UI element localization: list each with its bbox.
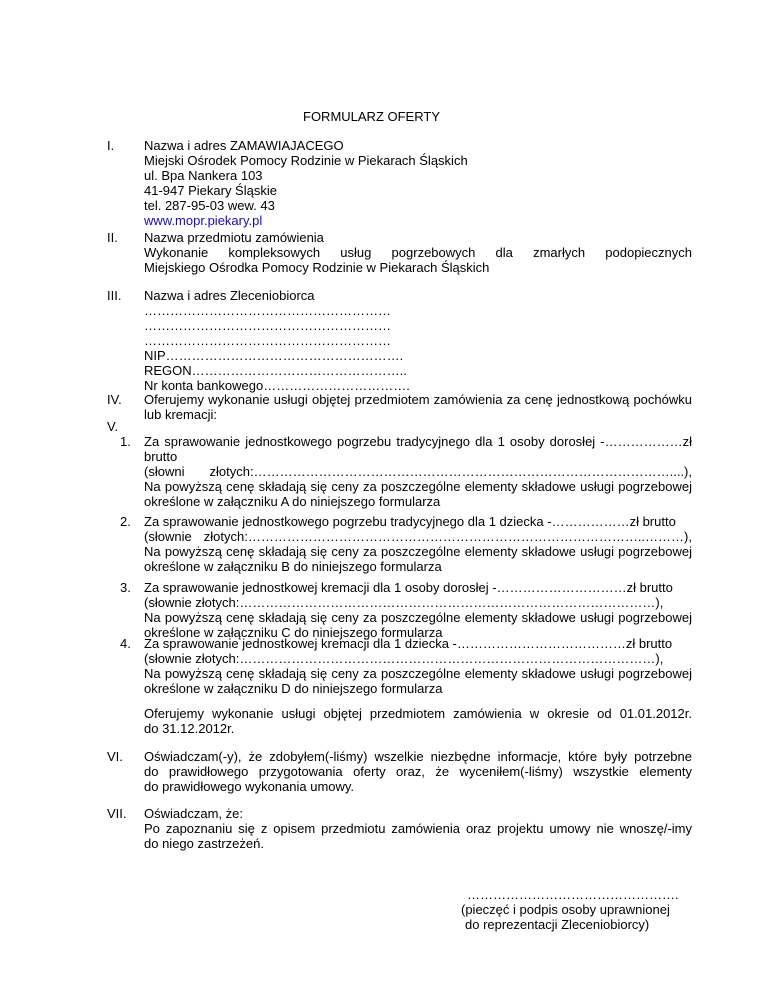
item-1-block [144, 434, 692, 509]
item-1-line: Na powyższą cenę składają się ceny za poszczególne elementy składowe usługi pogrzebowej [144, 479, 692, 494]
item-3-line: Na powyższą cenę składają się ceny za poszczególne elementy składowe usługi pogrzebowej [144, 610, 692, 625]
item-4-line: (słownie złotych:……………………………………………………………………………………), [144, 651, 664, 666]
section-7-line: do niego zastrzeżeń. [144, 836, 264, 851]
section-6-block [144, 749, 692, 794]
item-3-line: określone w załączniku C do niniejszego formularza [144, 625, 443, 640]
section-1-line: tel. 287-95-03 wew. 43 [144, 198, 275, 213]
section-3-block [144, 288, 410, 393]
section-2-line: Miejskiego Ośrodka Pomocy Rodzinie w Piekarach Śląskich [144, 260, 490, 275]
item-2-line: Na powyższą cenę składają się ceny za poszczególne elementy składowe usługi pogrzebowej [144, 544, 692, 559]
item-3-line: Za sprawowanie jednostkowej kremacji dla 1 osoby dorosłej -…………………………zł brutto [144, 580, 673, 595]
item-2-block [144, 514, 692, 574]
blank-line: ………………………………………………… [144, 303, 391, 318]
signature-caption-line: (pieczęć i podpis osoby uprawnionej [461, 902, 670, 917]
period-line: Oferujemy wykonanie usługi objętej przedmiotem zamówienia w okresie od 01.01.2012r. [144, 706, 692, 721]
section-7-block [144, 806, 692, 851]
section-1-number: I. [107, 138, 115, 153]
item-4-number: 4. [120, 636, 131, 651]
section-5-number: V. [107, 419, 119, 434]
section-2-block [144, 230, 692, 275]
period-block [144, 706, 692, 736]
section-2-line: Wykonanie kompleksowych usług pogrzebowych dla zmarłych podopiecznych [144, 245, 692, 260]
signature-caption-line: do reprezentacji Zleceniobiorcy) [465, 917, 650, 932]
section-6-line: do prawidłowego wykonania umowy. [144, 779, 355, 794]
section-1-block [144, 138, 468, 228]
item-3-block [144, 580, 692, 640]
item-1-line: brutto [144, 449, 178, 464]
website-link[interactable]: www.mopr.piekary.pl [144, 213, 263, 228]
period-line: do 31.12.2012r. [144, 721, 235, 736]
item-1-line: (słowni złotych:……………………………………………………………………………………....), [144, 464, 692, 479]
section-7-line: Po zapoznaniu się z opisem przedmiotu zamówienia oraz projektu umowy nie wnoszę/-imy [144, 821, 692, 836]
section-2-heading: Nazwa przedmiotu zamówienia [144, 230, 324, 245]
section-6-line: do prawidłowego przygotowania oferty oraz, że wyceniłem(-liśmy) wszystkie elementy [144, 764, 692, 779]
item-1-line: Za sprawowanie jednostkowego pogrzebu tradycyjnego dla 1 osoby dorosłej -………………zł [144, 434, 692, 449]
section-6-number: VI. [107, 749, 123, 764]
section-1-line: Miejski Ośrodek Pomocy Rodzinie w Piekarach Śląskich [144, 153, 468, 168]
item-4-line: Na powyższą cenę składają się ceny za poszczególne elementy składowe usługi pogrzebowej [144, 666, 692, 681]
signature-block [461, 887, 679, 932]
section-4-line: lub kremacji: [144, 407, 217, 422]
section-1-line: ul. Bpa Nankera 103 [144, 168, 263, 183]
signature-dots: …………………………………………. [467, 887, 679, 902]
regon-line: REGON………………………………………….. [144, 363, 407, 378]
section-2-number: II. [107, 230, 118, 245]
item-2-line: (słownie złotych:………………………………………………………………………………..………), [144, 529, 692, 544]
section-4-line: Oferujemy wykonanie usługi objętej przedmiotem zamówienia za cenę jednostkową pochówku [144, 392, 692, 407]
form-title: FORMULARZ OFERTY [303, 109, 440, 124]
item-4-block [144, 636, 692, 696]
item-1-number: 1. [120, 434, 131, 449]
section-6-line: Oświadczam(-y), że zdobyłem(-liśmy) wszelkie niezbędne informacje, które były potrzebne [144, 749, 692, 764]
section-1-line: 41-947 Piekary Śląskie [144, 183, 277, 198]
section-4-number: IV. [107, 392, 122, 407]
bank-account-line: Nr konta bankowego……………………………. [144, 378, 410, 393]
item-2-line: określone w załączniku B do niniejszego formularza [144, 559, 442, 574]
item-1-line: określone w załączniku A do niniejszego formularza [144, 494, 441, 509]
item-4-line: Za sprawowanie jednostkowej kremacji dla 1 dziecka -…………………………………zł brutto [144, 636, 673, 651]
item-4-line: określone w załączniku D do niniejszego formularza [144, 681, 443, 696]
section-7-number: VII. [107, 806, 127, 821]
nip-line: NIP………………………………………………. [144, 348, 404, 363]
section-3-number: III. [107, 288, 122, 303]
item-2-number: 2. [120, 514, 131, 529]
section-3-heading: Nazwa i adres Zleceniobiorca [144, 288, 315, 303]
blank-line: ………………………………………………… [144, 333, 391, 348]
section-4-block [144, 392, 692, 422]
section-1-heading: Nazwa i adres ZAMAWIAJACEGO [144, 138, 344, 153]
item-3-line: (słownie złotych:……………………………………………………………………………………), [144, 595, 664, 610]
item-2-line: Za sprawowanie jednostkowego pogrzebu tradycyjnego dla 1 dziecka -………………zł brutto [144, 514, 676, 529]
blank-line: ………………………………………………… [144, 318, 391, 333]
item-3-number: 3. [120, 580, 131, 595]
section-7-line: Oświadczam, że: [144, 806, 243, 821]
